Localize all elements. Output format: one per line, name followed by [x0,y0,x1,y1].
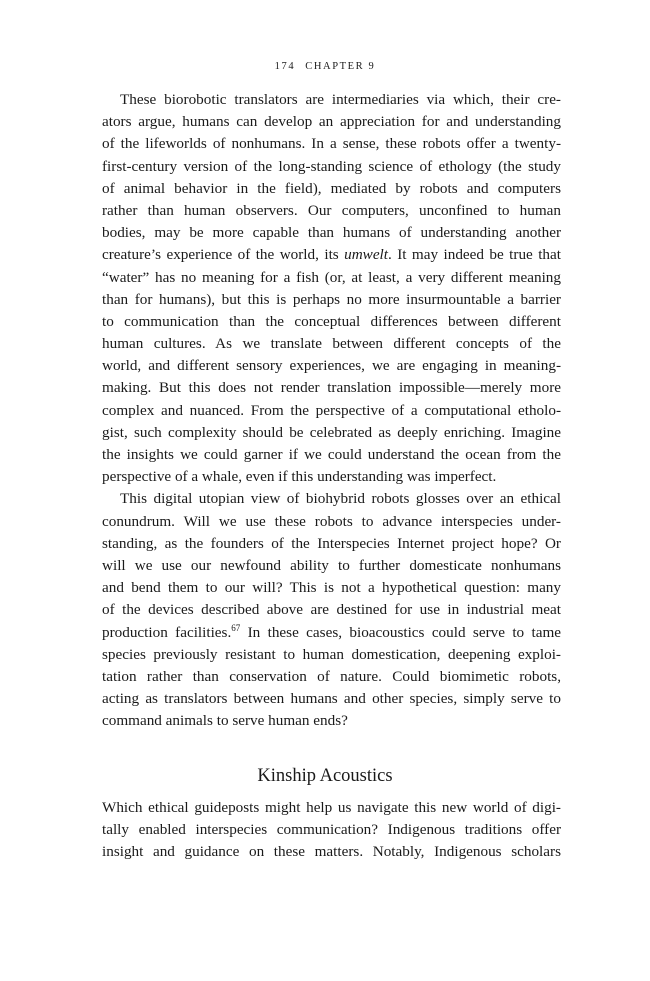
text-line: of animal behavior in the field), mediated by robots and computers [102,179,561,197]
text-line: the insights we could garner if we could understand the ocean from the [102,446,561,463]
body-text-continued [102,797,561,864]
chapter-label: CHAPTER 9 [305,61,376,72]
text-segment: production facilities. [102,623,232,641]
text-line: making. But this does not render translation impossible—merely more [102,379,561,397]
text-line: of the lifeworlds of nonhumans. In a sense, these robots offer a twenty- [102,135,561,153]
text-line: These biorobotic translators are intermediaries via which, their cre- [120,91,561,108]
text-line: and bend them to our will? This is not a hypothetical question: many [102,579,561,597]
section-heading: Kinship Acoustics [257,766,393,786]
text-line: standing, as the founders of the Interspecies Internet project hope? Or [102,534,561,552]
text-line: creature’s experience of the world, its umwelt. It may indeed be true that [102,246,561,264]
text-line: Which ethical guideposts might help us navigate this new world of digi- [102,799,561,816]
text-line: acting as translators between humans and other species, simply serve to [102,690,561,708]
text-line-with-footnote [102,622,561,644]
text-line: bodies, may be more capable than humans of understanding another [102,224,561,242]
text-line: human cultures. As we translate between different concepts of the [102,335,561,353]
footnote-reference: 67 [231,622,241,633]
text-line: This digital utopian view of biohybrid robots glosses over an ethical [120,490,561,508]
text-line: will we use our newfound ability to further domesticate nonhumans [102,556,561,574]
text-line: complex and nuanced. From the perspective of a computational etholo- [102,401,561,419]
text-segment: In these cases, bioacoustics could serve to tame [240,623,561,641]
text-line: of the devices described above are destined for use in industrial meat [102,601,561,619]
text-line: tation rather than conservation of nature. Could biomimetic robots, [102,667,561,685]
text-line: first-century version of the long-standing science of ethology (the study [102,157,561,175]
running-head [0,61,650,72]
text-line: perspective of a whale, even if this understanding was imperfect. [102,468,497,486]
text-line: gist, such complexity should be celebrated as deeply enriching. Imagine [102,423,561,441]
text-line: conundrum. Will we use these robots to advance interspecies under- [102,512,561,530]
text-line: “water” has no meaning for a fish (or, at least, a very different meaning [102,268,561,286]
page-number: 174 [274,61,296,72]
text-line: to communication than the conceptual differences between different [102,312,561,330]
text-line: ators argue, humans can develop an appreciation for and understanding [102,113,561,131]
text-line: species previously resistant to human domestication, deepening exploi- [102,645,561,663]
text-line: world, and different sensory experiences, we are engaging in meaning- [102,357,561,375]
text-line: command animals to serve human ends? [102,712,348,730]
text-line: insight and guidance on these matters. Notably, Indigenous scholars [102,843,561,861]
text-line: tally enabled interspecies communication? Indigenous traditions offer [102,821,561,839]
body-text [102,89,561,732]
text-line: than for humans), but this is perhaps no more insurmountable a barrier [102,290,561,308]
text-line: rather than human observers. Our computers, unconfined to human [102,201,561,219]
